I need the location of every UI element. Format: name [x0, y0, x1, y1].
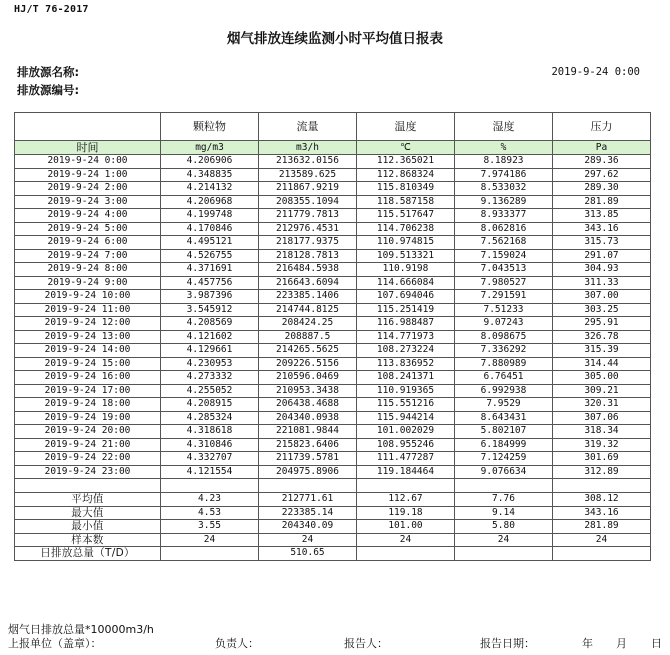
value-cell: 295.91: [553, 317, 651, 331]
value-cell: 4.199748: [161, 209, 259, 223]
table-body: [15, 113, 651, 561]
value-cell: 6.992938: [455, 384, 553, 398]
value-cell: 215823.6406: [259, 438, 357, 452]
stat-value: 343.16: [553, 506, 651, 520]
column-header: 颗粒物: [161, 113, 259, 141]
value-cell: 211779.7813: [259, 209, 357, 223]
table-row: [15, 317, 651, 331]
value-cell: 320.31: [553, 398, 651, 412]
source-name-label: 排放源名称:: [17, 65, 80, 79]
column-header: 湿度: [455, 113, 553, 141]
stat-value: 119.18: [357, 506, 455, 520]
value-cell: 209226.5156: [259, 357, 357, 371]
value-cell: 297.62: [553, 168, 651, 182]
responsible-label: 负责人：: [215, 637, 259, 650]
value-cell: 4.332707: [161, 452, 259, 466]
reporting-unit-label: 上报单位（盖章）：: [8, 637, 102, 650]
value-cell: 312.89: [553, 465, 651, 479]
value-cell: 4.121602: [161, 330, 259, 344]
stat-value: 281.89: [553, 520, 651, 534]
table-row: [15, 384, 651, 398]
value-cell: 8.933377: [455, 209, 553, 223]
stat-value: 7.76: [455, 493, 553, 507]
value-cell: 114.771973: [357, 330, 455, 344]
value-cell: 218177.9375: [259, 236, 357, 250]
time-cell: 2019-9-24 1:00: [15, 168, 161, 182]
value-cell: 4.526755: [161, 249, 259, 263]
value-cell: 303.25: [553, 303, 651, 317]
value-cell: 314.44: [553, 357, 651, 371]
value-cell: 7.51233: [455, 303, 553, 317]
stat-value: 24: [553, 533, 651, 547]
table-row: [15, 195, 651, 209]
value-cell: 206438.4688: [259, 398, 357, 412]
stat-value: 101.00: [357, 520, 455, 534]
value-cell: 307.00: [553, 290, 651, 304]
time-header: 时间: [15, 141, 161, 155]
stat-label: 样本数: [15, 533, 161, 547]
value-cell: 213632.0156: [259, 155, 357, 169]
daily-total-row: [15, 547, 651, 561]
value-cell: 115.517647: [357, 209, 455, 223]
stat-value: 112.67: [357, 493, 455, 507]
time-cell: 2019-9-24 19:00: [15, 411, 161, 425]
table-row: [15, 222, 651, 236]
value-cell: 108.241371: [357, 371, 455, 385]
value-cell: 311.33: [553, 276, 651, 290]
value-cell: 208887.5: [259, 330, 357, 344]
value-cell: 223385.1406: [259, 290, 357, 304]
value-cell: 326.78: [553, 330, 651, 344]
value-cell: 107.694046: [357, 290, 455, 304]
column-name-row: [15, 113, 651, 141]
report-datetime: 2019-9-24 0:00: [551, 66, 640, 78]
table-row: [15, 276, 651, 290]
value-cell: 4.255052: [161, 384, 259, 398]
value-cell: 7.9529: [455, 398, 553, 412]
value-cell: 204340.0938: [259, 411, 357, 425]
time-cell: 2019-9-24 14:00: [15, 344, 161, 358]
value-cell: 4.285324: [161, 411, 259, 425]
value-cell: 110.9198: [357, 263, 455, 277]
report-date-label: 报告日期：: [480, 637, 535, 650]
month-label: 月: [616, 637, 627, 650]
table-row: [15, 465, 651, 479]
empty-cell: [553, 547, 651, 561]
value-cell: 115.251419: [357, 303, 455, 317]
time-cell: 2019-9-24 11:00: [15, 303, 161, 317]
value-cell: 216643.6094: [259, 276, 357, 290]
value-cell: 289.36: [553, 155, 651, 169]
empty-cell: [357, 479, 455, 493]
value-cell: 3.545912: [161, 303, 259, 317]
table-row: [15, 438, 651, 452]
value-cell: 4.208569: [161, 317, 259, 331]
column-header: 温度: [357, 113, 455, 141]
value-cell: 208355.1094: [259, 195, 357, 209]
stat-value: 4.23: [161, 493, 259, 507]
value-cell: 343.16: [553, 222, 651, 236]
corner-cell: [15, 113, 161, 141]
table-row: [15, 452, 651, 466]
column-header: 压力: [553, 113, 651, 141]
value-cell: 119.184464: [357, 465, 455, 479]
daily-total-label: 日排放总量（T/D）: [15, 547, 161, 561]
value-cell: 218128.7813: [259, 249, 357, 263]
value-cell: 307.06: [553, 411, 651, 425]
value-cell: 208424.25: [259, 317, 357, 331]
value-cell: 114.666084: [357, 276, 455, 290]
table-row: [15, 344, 651, 358]
value-cell: 211867.9219: [259, 182, 357, 196]
stat-value: 24: [161, 533, 259, 547]
time-cell: 2019-9-24 5:00: [15, 222, 161, 236]
value-cell: 115.810349: [357, 182, 455, 196]
table-row: [15, 425, 651, 439]
value-cell: 319.32: [553, 438, 651, 452]
stat-value: 223385.14: [259, 506, 357, 520]
time-cell: 2019-9-24 8:00: [15, 263, 161, 277]
time-cell: 2019-9-24 13:00: [15, 330, 161, 344]
stat-value: 9.14: [455, 506, 553, 520]
time-cell: 2019-9-24 3:00: [15, 195, 161, 209]
value-cell: 4.206968: [161, 195, 259, 209]
time-cell: 2019-9-24 17:00: [15, 384, 161, 398]
value-cell: 108.273224: [357, 344, 455, 358]
value-cell: 281.89: [553, 195, 651, 209]
unit-cell: %: [455, 141, 553, 155]
table-row: [15, 411, 651, 425]
stat-label: 最小值: [15, 520, 161, 534]
time-cell: 2019-9-24 20:00: [15, 425, 161, 439]
value-cell: 115.944214: [357, 411, 455, 425]
value-cell: 315.73: [553, 236, 651, 250]
value-cell: 4.206906: [161, 155, 259, 169]
stat-row: [15, 533, 651, 547]
empty-cell: [357, 547, 455, 561]
table-row: [15, 290, 651, 304]
time-cell: 2019-9-24 0:00: [15, 155, 161, 169]
value-cell: 6.76451: [455, 371, 553, 385]
value-cell: 3.987396: [161, 290, 259, 304]
table-row: [15, 330, 651, 344]
value-cell: 115.551216: [357, 398, 455, 412]
value-cell: 9.136289: [455, 195, 553, 209]
stat-value: 4.53: [161, 506, 259, 520]
standard-code: HJ/T 76-2017: [14, 4, 89, 15]
table-row: [15, 155, 651, 169]
report-title: 烟气排放连续监测小时平均值日报表: [227, 31, 443, 47]
value-cell: 8.062816: [455, 222, 553, 236]
table-row: [15, 182, 651, 196]
unit-cell: mg/m3: [161, 141, 259, 155]
value-cell: 7.974186: [455, 168, 553, 182]
value-cell: 110.919365: [357, 384, 455, 398]
value-cell: 301.69: [553, 452, 651, 466]
value-cell: 4.348835: [161, 168, 259, 182]
stat-row: [15, 520, 651, 534]
value-cell: 4.208915: [161, 398, 259, 412]
value-cell: 210596.0469: [259, 371, 357, 385]
time-cell: 2019-9-24 16:00: [15, 371, 161, 385]
value-cell: 7.159024: [455, 249, 553, 263]
time-cell: 2019-9-24 6:00: [15, 236, 161, 250]
hourly-average-table: [14, 112, 651, 561]
value-cell: 4.170846: [161, 222, 259, 236]
stat-value: 308.12: [553, 493, 651, 507]
table-row: [15, 168, 651, 182]
value-cell: 112.868324: [357, 168, 455, 182]
time-cell: 2019-9-24 4:00: [15, 209, 161, 223]
stat-label: 最大值: [15, 506, 161, 520]
value-cell: 7.043513: [455, 263, 553, 277]
stat-row: [15, 506, 651, 520]
value-cell: 304.93: [553, 263, 651, 277]
value-cell: 7.336292: [455, 344, 553, 358]
value-cell: 108.955246: [357, 438, 455, 452]
value-cell: 110.974815: [357, 236, 455, 250]
empty-cell: [15, 479, 161, 493]
value-cell: 9.076634: [455, 465, 553, 479]
value-cell: 9.07243: [455, 317, 553, 331]
value-cell: 315.39: [553, 344, 651, 358]
value-cell: 210953.3438: [259, 384, 357, 398]
value-cell: 289.30: [553, 182, 651, 196]
stat-value: 204340.09: [259, 520, 357, 534]
source-id-label: 排放源编号:: [17, 83, 80, 97]
time-cell: 2019-9-24 18:00: [15, 398, 161, 412]
reporter-label: 报告人：: [344, 637, 388, 650]
value-cell: 114.706238: [357, 222, 455, 236]
stat-row: [15, 493, 651, 507]
value-cell: 216484.5938: [259, 263, 357, 277]
time-cell: 2019-9-24 7:00: [15, 249, 161, 263]
time-cell: 2019-9-24 10:00: [15, 290, 161, 304]
value-cell: 8.18923: [455, 155, 553, 169]
empty-cell: [259, 479, 357, 493]
value-cell: 6.184999: [455, 438, 553, 452]
table-row: [15, 249, 651, 263]
unit-cell: Pa: [553, 141, 651, 155]
stat-value: 24: [357, 533, 455, 547]
table-row: [15, 263, 651, 277]
table-row: [15, 303, 651, 317]
value-cell: 4.273332: [161, 371, 259, 385]
value-cell: 309.21: [553, 384, 651, 398]
empty-cell: [455, 479, 553, 493]
value-cell: 313.85: [553, 209, 651, 223]
value-cell: 4.214132: [161, 182, 259, 196]
empty-cell: [455, 547, 553, 561]
value-cell: 7.880989: [455, 357, 553, 371]
value-cell: 4.310846: [161, 438, 259, 452]
value-cell: 8.643431: [455, 411, 553, 425]
table-row: [15, 371, 651, 385]
value-cell: 291.07: [553, 249, 651, 263]
value-cell: 8.098675: [455, 330, 553, 344]
value-cell: 204975.8906: [259, 465, 357, 479]
stat-value: 5.80: [455, 520, 553, 534]
value-cell: 7.124259: [455, 452, 553, 466]
time-cell: 2019-9-24 12:00: [15, 317, 161, 331]
column-header: 流量: [259, 113, 357, 141]
value-cell: 118.587158: [357, 195, 455, 209]
value-cell: 113.836952: [357, 357, 455, 371]
unit-cell: ℃: [357, 141, 455, 155]
value-cell: 7.291591: [455, 290, 553, 304]
value-cell: 4.129661: [161, 344, 259, 358]
value-cell: 305.00: [553, 371, 651, 385]
value-cell: 101.002029: [357, 425, 455, 439]
value-cell: 214744.8125: [259, 303, 357, 317]
time-cell: 2019-9-24 22:00: [15, 452, 161, 466]
value-cell: 4.121554: [161, 465, 259, 479]
time-cell: 2019-9-24 9:00: [15, 276, 161, 290]
table-row: [15, 209, 651, 223]
value-cell: 213589.625: [259, 168, 357, 182]
empty-cell: [161, 547, 259, 561]
value-cell: 4.495121: [161, 236, 259, 250]
year-label: 年: [582, 637, 593, 650]
value-cell: 7.562168: [455, 236, 553, 250]
stat-value: 24: [259, 533, 357, 547]
value-cell: 4.230953: [161, 357, 259, 371]
unit-cell: m3/h: [259, 141, 357, 155]
time-cell: 2019-9-24 21:00: [15, 438, 161, 452]
stat-value: 212771.61: [259, 493, 357, 507]
unit-row: [15, 141, 651, 155]
value-cell: 214265.5625: [259, 344, 357, 358]
spacer-row: [15, 479, 651, 493]
value-cell: 8.533032: [455, 182, 553, 196]
time-cell: 2019-9-24 2:00: [15, 182, 161, 196]
value-cell: 221081.9844: [259, 425, 357, 439]
value-cell: 109.513321: [357, 249, 455, 263]
daily-total-value: 510.65: [259, 547, 357, 561]
value-cell: 318.34: [553, 425, 651, 439]
value-cell: 211739.5781: [259, 452, 357, 466]
value-cell: 5.802107: [455, 425, 553, 439]
value-cell: 7.980527: [455, 276, 553, 290]
table-row: [15, 357, 651, 371]
stat-label: 平均值: [15, 493, 161, 507]
footer-note: 烟气日排放总量*10000m3/h: [8, 623, 154, 636]
value-cell: 116.988487: [357, 317, 455, 331]
time-cell: 2019-9-24 23:00: [15, 465, 161, 479]
stat-value: 3.55: [161, 520, 259, 534]
table-row: [15, 398, 651, 412]
value-cell: 4.318618: [161, 425, 259, 439]
value-cell: 112.365021: [357, 155, 455, 169]
empty-cell: [553, 479, 651, 493]
time-cell: 2019-9-24 15:00: [15, 357, 161, 371]
value-cell: 212976.4531: [259, 222, 357, 236]
value-cell: 111.477287: [357, 452, 455, 466]
value-cell: 4.371691: [161, 263, 259, 277]
value-cell: 4.457756: [161, 276, 259, 290]
table-row: [15, 236, 651, 250]
stat-value: 24: [455, 533, 553, 547]
day-label: 日: [651, 637, 662, 650]
empty-cell: [161, 479, 259, 493]
